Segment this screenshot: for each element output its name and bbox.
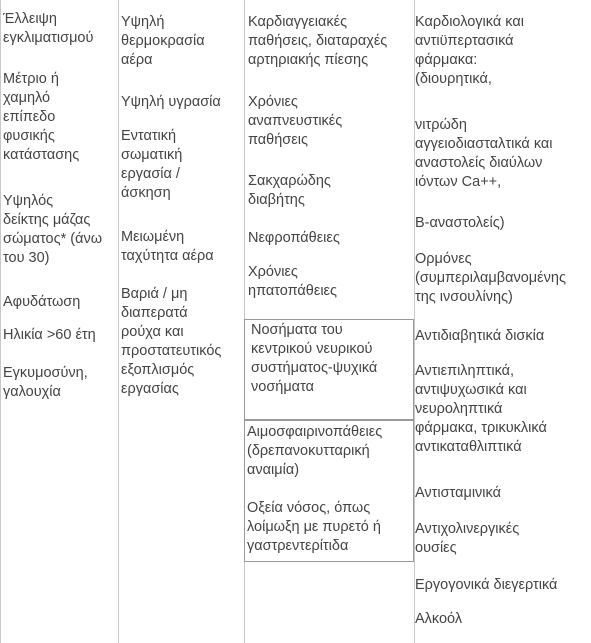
cell-text: Αιμοσφαιρινοπάθειες (δρεπανοκυτταρική αναιμία) [247, 424, 383, 478]
cell-text: Καρδιαγγειακές παθήσεις, διαταραχές αρτηριακής πίεσης [248, 14, 388, 68]
column-risk-factors-personal [0, 0, 118, 643]
cell-text: Εργογονικά διεγερτικά [415, 577, 558, 593]
cell-text: Νοσήματα του κεντρικού νευρικού συστήματος-ψυχικά νοσήματα [251, 322, 378, 395]
cell-text: Εντατική σωματική εργασία / άσκηση [121, 128, 183, 201]
cell-text: Αντισταμινικά [415, 485, 501, 501]
cell-text: Αντιεπιληπτικά, αντιψυχωσικά και νευροληπτικά φάρμακα, τρικυκλικά αντικαταθλιπτικά [415, 363, 547, 455]
cell-text: Καρδιολογικά και αντιϋπερτασικά φάρμακα: (διουρητικά, [415, 14, 524, 87]
cell-cns-disorders [244, 319, 414, 420]
cell-text: Υψηλή υγρασία [121, 94, 221, 110]
column-medications [414, 0, 591, 643]
cell-text: Αλκοόλ [415, 611, 463, 627]
cell-text: Ηλικία >60 έτη [3, 327, 96, 343]
cell-text: Έλλειψη εγκλιματισμού [3, 11, 94, 46]
cell-text: Χρόνιες ηπατοπάθειες [248, 264, 338, 299]
cell-text: Ορμόνες (συμπεριλαμβανομένης της ινσουλίνης) [415, 251, 566, 305]
cell-text: Μειωμένη ταχύτητα αέρα [121, 229, 214, 264]
cell-text: Β-αναστολείς) [415, 215, 505, 231]
cell-text: Αφυδάτωση [3, 294, 81, 310]
cell-text: Εγκυμοσύνη, γαλουχία [3, 365, 88, 400]
cell-text: Υψηλή θερμοκρασία αέρα [121, 14, 205, 68]
cell-text: νιτρώδη αγγειοδιασταλτικά και αναστολείς διαύλων ιόντων Ca++, [415, 117, 553, 190]
cell-hemoglobinopathies [244, 420, 414, 562]
cell-text: Οξεία νόσος, όπως λοίμωξη με πυρετό ή γαστρεντερίτιδα [247, 500, 381, 554]
cell-text: Χρόνιες αναπνευστικές παθήσεις [248, 94, 343, 148]
cell-text: Νεφροπάθειες [248, 230, 340, 246]
cell-text: Αντιχολινεργικές ουσίες [415, 521, 520, 556]
cell-text: Βαριά / μη διαπερατά ρούχα και προστατευτικός εξοπλισμός εργασίας [121, 286, 222, 397]
cell-text: Αντιδιαβητικά δισκία [415, 328, 545, 344]
column-risk-factors-environmental [118, 0, 244, 643]
cell-text: Μέτριο ή χαμηλό επίπεδο φυσικής κατάστασης [3, 71, 80, 163]
cell-text: Υψηλός δείκτης μάζας σώματος* (άνω του 30) [3, 193, 103, 266]
cell-text: Σακχαρώδης διαβήτης [248, 173, 331, 208]
